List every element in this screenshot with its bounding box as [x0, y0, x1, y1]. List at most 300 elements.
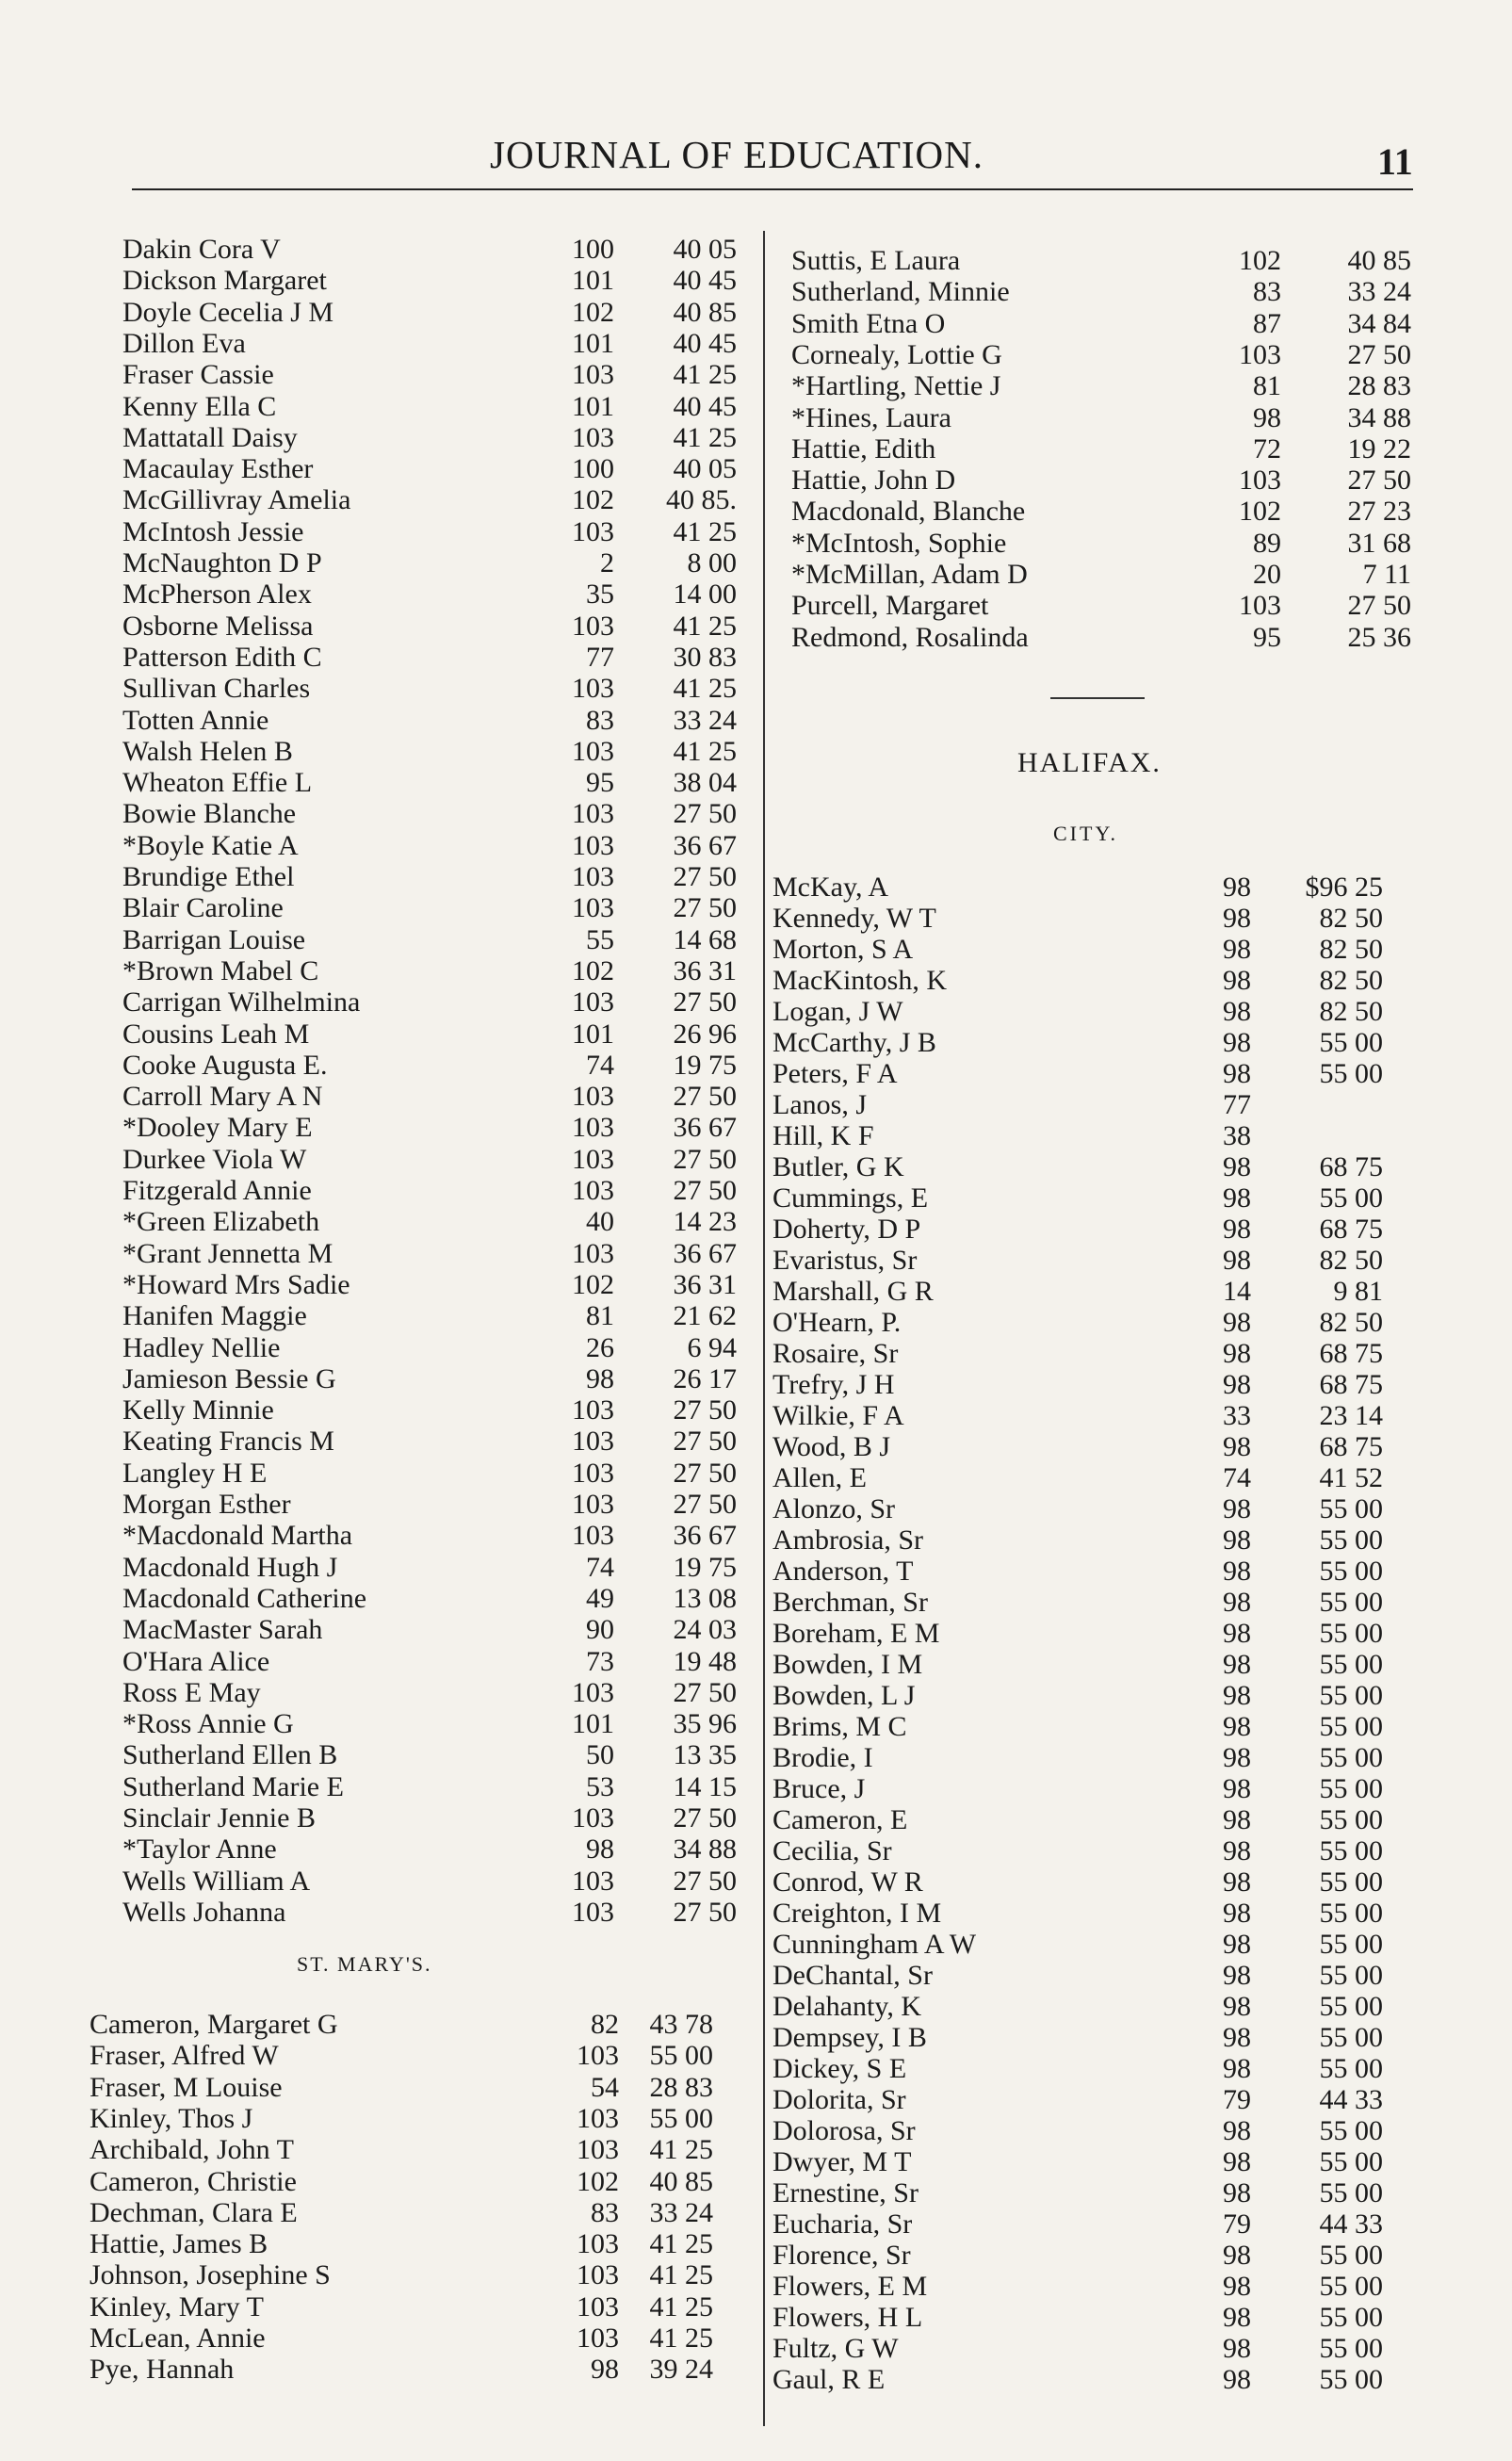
entry-name: Langley H E: [122, 1457, 268, 1489]
entry-name: Fitzgerald Annie: [122, 1175, 312, 1206]
list-row: [89, 2009, 716, 2041]
list-row: [122, 1614, 744, 1646]
entry-amount: 68 75: [1319, 1151, 1383, 1182]
entry-count: 103: [577, 2290, 619, 2322]
entry-name: Patterson Edith C: [122, 641, 322, 673]
entry-amount: 27 50: [673, 986, 737, 1019]
entry-amount: 55 00: [1319, 1960, 1383, 1991]
entry-amount: 44 33: [1319, 2208, 1383, 2240]
list-row: [89, 2103, 716, 2135]
entry-name: Dolorosa, Sr: [772, 2115, 916, 2146]
list-row: [791, 339, 1413, 371]
entry-count: 103: [1239, 338, 1281, 370]
entry-amount: 27 23: [1347, 496, 1411, 528]
list-row: [772, 1120, 1404, 1152]
entry-count: 98: [1223, 1680, 1251, 1711]
list-row: [772, 1400, 1404, 1432]
entry-amount: 68 75: [1319, 1214, 1383, 1245]
list-row: [89, 2259, 716, 2291]
entry-amount: 26 17: [673, 1362, 737, 1394]
entry-name: Evaristus, Sr: [772, 1245, 918, 1276]
entry-count: 81: [586, 1300, 614, 1332]
list-row: [122, 422, 744, 454]
entry-count: 98: [1223, 1524, 1251, 1556]
entry-amount: 55 00: [1319, 2364, 1383, 2395]
list-row: [122, 1112, 744, 1144]
list-row: [122, 736, 744, 768]
entry-name: Hanifen Maggie: [122, 1300, 307, 1332]
entry-count: 103: [1239, 464, 1281, 497]
entry-name: Alonzo, Sr: [772, 1493, 895, 1524]
st-marys-heading: ST. MARY'S.: [297, 1952, 432, 1976]
entry-count: 98: [1223, 1649, 1251, 1680]
list-row: [772, 2146, 1404, 2178]
list-row: [791, 433, 1413, 465]
entry-amount: 41 25: [673, 673, 737, 705]
entry-name: O'Hara Alice: [122, 1645, 270, 1677]
list-row: [772, 2115, 1404, 2147]
entry-amount: 8 00: [687, 547, 737, 579]
entry-amount: 55 00: [1319, 2302, 1383, 2333]
list-row: [122, 1363, 744, 1395]
entry-amount: 41 52: [1319, 1462, 1383, 1493]
entry-name: Kenny Ella C: [122, 390, 277, 422]
entry-count: 98: [1253, 401, 1281, 433]
entry-name: Sutherland Marie E: [122, 1770, 344, 1802]
list-row: [772, 1338, 1404, 1370]
entry-count: 103: [572, 359, 614, 391]
entry-amount: 41 25: [649, 2134, 713, 2166]
entry-amount: 31 68: [1347, 527, 1411, 559]
entry-amount: 41 25: [673, 359, 737, 391]
entry-amount: 14 00: [673, 579, 737, 611]
entry-count: 89: [1253, 527, 1281, 559]
entry-count: 103: [572, 1865, 614, 1897]
entry-amount: 41 25: [649, 2259, 713, 2291]
list-row: [122, 1739, 744, 1771]
list-row: [122, 611, 744, 643]
entry-count: 77: [1223, 1089, 1251, 1120]
list-row: [122, 1583, 744, 1615]
entry-count: 98: [1223, 2053, 1251, 2084]
entry-amount: 27 50: [673, 892, 737, 924]
entry-count: 102: [1239, 496, 1281, 528]
list-row: [772, 1369, 1404, 1401]
entry-count: 102: [1239, 245, 1281, 276]
entry-amount: 27 50: [673, 1802, 737, 1834]
list-row: [122, 1019, 744, 1051]
entry-count: 14: [1223, 1276, 1251, 1307]
entry-amount: 36 67: [673, 1237, 737, 1269]
list-row: [791, 464, 1413, 497]
entry-count: 98: [1223, 1307, 1251, 1338]
entry-amount: 14 68: [673, 923, 737, 955]
entry-name: Cecilia, Sr: [772, 1835, 892, 1866]
entry-count: 103: [572, 1081, 614, 1113]
entry-count: 102: [572, 954, 614, 986]
entry-amount: 34 88: [673, 1834, 737, 1866]
entry-name: McGillivray Amelia: [122, 484, 351, 516]
entry-name: *Boyle Katie A: [122, 829, 299, 861]
entry-count: 90: [586, 1614, 614, 1646]
list-row: [772, 1711, 1404, 1743]
entry-amount: 68 75: [1319, 1369, 1383, 1400]
entry-name: Kelly Minnie: [122, 1394, 274, 1426]
entry-count: 2: [600, 547, 614, 579]
entry-amount: 27 50: [673, 1489, 737, 1520]
list-row: [122, 359, 744, 391]
entry-name: Sutherland Ellen B: [122, 1739, 338, 1771]
list-row: [772, 1587, 1404, 1619]
entry-name: Marshall, G R: [772, 1276, 934, 1307]
list-row: [791, 622, 1413, 654]
list-row: [791, 402, 1413, 434]
entry-name: *Grant Jennetta M: [122, 1237, 333, 1269]
entry-amount: 13 35: [673, 1739, 737, 1771]
entry-amount: 82 50: [1319, 1245, 1383, 1276]
entry-amount: 55 00: [1319, 2053, 1383, 2084]
list-row: [791, 528, 1413, 560]
entry-amount: 9 81: [1333, 1276, 1383, 1307]
entry-name: DeChantal, Sr: [772, 1960, 933, 1991]
entry-amount: 35 96: [673, 1708, 737, 1740]
entry-count: 103: [572, 1237, 614, 1269]
list-row: [772, 1742, 1404, 1774]
entry-amount: 14 23: [673, 1206, 737, 1238]
list-row: [122, 328, 744, 360]
page-number: 11: [1377, 140, 1413, 183]
entry-name: Dakin Cora V: [122, 234, 281, 265]
list-row: [122, 955, 744, 987]
list-row: [772, 1182, 1404, 1214]
list-row: [122, 234, 744, 266]
entry-amount: 68 75: [1319, 1338, 1383, 1369]
entry-name: Boreham, E M: [772, 1618, 940, 1649]
entry-amount: 27 50: [673, 1426, 737, 1458]
list-row: [772, 2208, 1404, 2241]
entry-count: 101: [572, 1708, 614, 1740]
entry-name: Gaul, R E: [772, 2364, 886, 2395]
entry-count: 40: [586, 1206, 614, 1238]
entry-name: Hadley Nellie: [122, 1331, 281, 1363]
entry-amount: 55 00: [1319, 2115, 1383, 2146]
entry-count: 98: [1223, 1556, 1251, 1587]
list-row: [122, 1552, 744, 1584]
list-row: [122, 1520, 744, 1552]
list-row: [122, 1426, 744, 1458]
entry-name: Cousins Leah M: [122, 1018, 310, 1050]
entry-count: 35: [586, 579, 614, 611]
entry-amount: 41 25: [649, 2322, 713, 2354]
entry-amount: 38 04: [673, 767, 737, 799]
list-row: [122, 1332, 744, 1364]
entry-name: *Hines, Laura: [791, 401, 951, 433]
entry-amount: 40 05: [673, 453, 737, 485]
entry-count: 79: [1223, 2208, 1251, 2240]
list-row: [122, 1771, 744, 1803]
entry-name: Dwyer, M T: [772, 2146, 912, 2177]
entry-name: McPherson Alex: [122, 579, 312, 611]
entry-count: 98: [1223, 1991, 1251, 2022]
list-row: [122, 1897, 744, 1929]
entry-count: 103: [572, 1143, 614, 1175]
entry-name: Carrigan Wilhelmina: [122, 986, 361, 1019]
entry-name: McCarthy, J B: [772, 1027, 936, 1058]
entry-count: 103: [572, 610, 614, 642]
entry-amount: 40 45: [673, 390, 737, 422]
entry-name: Doyle Cecelia J M: [122, 296, 334, 328]
entry-count: 103: [572, 1112, 614, 1144]
entry-amount: 55 00: [1319, 1587, 1383, 1618]
entry-name: Smith Etna O: [791, 307, 946, 339]
entry-name: *Howard Mrs Sadie: [122, 1268, 350, 1300]
entry-amount: 41 25: [673, 610, 737, 642]
entry-amount: 27 50: [1347, 590, 1411, 622]
entry-count: 98: [1223, 2240, 1251, 2271]
list-row: [772, 1835, 1404, 1867]
list-row: [122, 1238, 744, 1270]
entry-count: 98: [586, 1834, 614, 1866]
entry-name: Ambrosia, Sr: [772, 1524, 923, 1556]
entry-amount: 55 00: [1319, 1742, 1383, 1773]
entry-name: Cameron, E: [772, 1804, 908, 1835]
list-row: [791, 245, 1413, 277]
entry-amount: 55 00: [1319, 2271, 1383, 2302]
list-row: [772, 2022, 1404, 2054]
entry-amount: 19 48: [673, 1645, 737, 1677]
entry-name: *McIntosh, Sophie: [791, 527, 1007, 559]
entry-amount: 41 25: [673, 515, 737, 547]
entry-amount: 55 00: [1319, 1027, 1383, 1058]
entry-name: Osborne Melissa: [122, 610, 314, 642]
entry-amount: 19 75: [673, 1049, 737, 1081]
entry-name: Sutherland, Minnie: [791, 276, 1010, 308]
entry-amount: 36 67: [673, 829, 737, 861]
list-row: [122, 1489, 744, 1521]
entry-count: 55: [586, 923, 614, 955]
entry-name: Flowers, E M: [772, 2271, 928, 2302]
list-row: [122, 1646, 744, 1678]
list-row: [122, 1834, 744, 1866]
entry-amount: 82 50: [1319, 965, 1383, 996]
list-row: [122, 1206, 744, 1238]
list-row: [122, 705, 744, 737]
list-row: [791, 276, 1413, 308]
entry-amount: 27 50: [1347, 464, 1411, 497]
entry-count: 103: [572, 1175, 614, 1206]
entry-count: 98: [1223, 872, 1251, 903]
entry-count: 98: [1223, 1431, 1251, 1462]
entry-amount: 13 08: [673, 1582, 737, 1614]
entry-name: Durkee Viola W: [122, 1143, 307, 1175]
entry-name: Macaulay Esther: [122, 453, 314, 485]
entry-amount: 40 85: [673, 296, 737, 328]
entry-count: 98: [1223, 1773, 1251, 1804]
entry-count: 98: [1223, 2115, 1251, 2146]
entry-count: 77: [586, 641, 614, 673]
entry-name: Archibald, John T: [89, 2134, 294, 2166]
entry-name: *Taylor Anne: [122, 1834, 277, 1866]
list-row: [122, 1866, 744, 1898]
entry-count: 103: [1239, 590, 1281, 622]
entry-count: 53: [586, 1770, 614, 1802]
list-row: [772, 1929, 1404, 1961]
list-row: [122, 830, 744, 862]
list-row: [122, 265, 744, 297]
entry-name: Ross E May: [122, 1676, 261, 1708]
entry-count: 73: [586, 1645, 614, 1677]
entry-amount: 55 00: [1319, 1649, 1383, 1680]
entry-amount: 40 85.: [666, 484, 737, 516]
column-divider: [763, 231, 765, 2426]
entry-name: Dolorita, Sr: [772, 2084, 906, 2115]
halifax-heading: HALIFAX.: [1017, 747, 1162, 778]
entry-name: Anderson, T: [772, 1556, 914, 1587]
entry-name: Jamieson Bessie G: [122, 1362, 336, 1394]
list-row: [772, 1618, 1404, 1650]
entry-count: 98: [1223, 934, 1251, 965]
entry-name: Brodie, I: [772, 1742, 873, 1773]
entry-count: 98: [1223, 1151, 1251, 1182]
entry-name: Macdonald Hugh J: [122, 1551, 338, 1583]
list-row: [122, 453, 744, 485]
entry-name: Dillon Eva: [122, 327, 246, 359]
entry-amount: 7 11: [1362, 559, 1411, 590]
entry-name: Logan, J W: [772, 996, 903, 1027]
entry-count: 98: [1223, 1804, 1251, 1835]
entry-amount: 39 24: [649, 2354, 713, 2386]
entry-name: Wheaton Effie L: [122, 767, 313, 799]
list-row: [772, 1524, 1404, 1556]
entry-amount: 19 22: [1347, 432, 1411, 464]
list-row: [772, 965, 1404, 997]
entry-name: Kennedy, W T: [772, 903, 936, 934]
entry-amount: 6 94: [687, 1331, 737, 1363]
entry-count: 82: [591, 2009, 619, 2040]
entry-count: 101: [572, 327, 614, 359]
entry-name: Purcell, Margaret: [791, 590, 989, 622]
entry-amount: 27 50: [673, 1457, 737, 1489]
entry-name: Rosaire, Sr: [772, 1338, 899, 1369]
entry-name: Hill, K F: [772, 1120, 874, 1151]
list-row: [772, 872, 1404, 904]
entry-name: Cooke Augusta E.: [122, 1049, 328, 1081]
entry-amount: 82 50: [1319, 903, 1383, 934]
entry-name: Wilkie, F A: [772, 1400, 904, 1431]
entry-name: Redmond, Rosalinda: [791, 621, 1029, 653]
entry-count: 100: [572, 234, 614, 265]
list-row: [772, 1431, 1404, 1463]
entry-amount: 40 05: [673, 234, 737, 265]
entry-count: 98: [1223, 965, 1251, 996]
entry-count: 103: [577, 2322, 619, 2354]
list-row: [122, 547, 744, 579]
entry-amount: 27 50: [673, 1143, 737, 1175]
entry-amount: 27 50: [673, 1865, 737, 1897]
list-row: [791, 370, 1413, 402]
entry-name: Dechman, Clara E: [89, 2196, 298, 2228]
entry-count: 98: [1223, 2022, 1251, 2053]
entry-amount: 23 14: [1319, 1400, 1383, 1431]
entry-name: Conrod, W R: [772, 1866, 923, 1898]
entry-count: 98: [1223, 1214, 1251, 1245]
list-row: [122, 1802, 744, 1834]
entry-amount: 55 00: [1319, 2240, 1383, 2271]
entry-name: Fraser, Alfred W: [89, 2040, 279, 2072]
entry-count: 103: [572, 1489, 614, 1520]
entry-name: Macdonald, Blanche: [791, 496, 1026, 528]
list-row: [772, 2271, 1404, 2303]
entry-name: Creighton, I M: [772, 1898, 942, 1929]
entry-count: 103: [572, 1426, 614, 1458]
list-row: [122, 579, 744, 611]
entry-amount: 55 00: [1319, 1773, 1383, 1804]
entry-amount: 55 00: [1319, 2177, 1383, 2208]
entry-amount: 34 84: [1347, 307, 1411, 339]
entry-name: Wells William A: [122, 1865, 311, 1897]
entry-name: Eucharia, Sr: [772, 2208, 913, 2240]
entry-name: Dempsey, I B: [772, 2022, 927, 2053]
entry-name: Cunningham A W: [772, 1929, 977, 1960]
entry-amount: 21 62: [673, 1300, 737, 1332]
entry-amount: 55 00: [1319, 1929, 1383, 1960]
entry-amount: 24 03: [673, 1614, 737, 1646]
list-row: [772, 1773, 1404, 1805]
entry-count: 98: [1223, 1587, 1251, 1618]
entry-name: Dickey, S E: [772, 2053, 907, 2084]
entry-amount: 55 00: [1319, 1493, 1383, 1524]
entry-amount: 41 25: [649, 2228, 713, 2260]
entry-count: 103: [577, 2259, 619, 2291]
list-row: [122, 642, 744, 674]
entry-name: Cummings, E: [772, 1182, 929, 1214]
list-row: [89, 2166, 716, 2198]
list-row: [772, 996, 1404, 1028]
entry-count: 103: [572, 861, 614, 892]
list-row: [772, 1991, 1404, 2023]
entry-count: 103: [577, 2102, 619, 2134]
entry-count: 103: [577, 2134, 619, 2166]
entry-count: 103: [572, 829, 614, 861]
list-row: [122, 798, 744, 830]
entry-count: 103: [572, 798, 614, 830]
entry-amount: 55 00: [1319, 1556, 1383, 1587]
entry-amount: 55 00: [1319, 1058, 1383, 1089]
entry-count: 98: [1223, 2271, 1251, 2302]
entry-amount: 55 00: [1319, 1804, 1383, 1835]
entry-name: Brundige Ethel: [122, 861, 295, 892]
entry-amount: 40 85: [1347, 245, 1411, 276]
entry-amount: 55 00: [1319, 2333, 1383, 2364]
entry-amount: 27 50: [1347, 338, 1411, 370]
entry-name: MacMaster Sarah: [122, 1614, 323, 1646]
entry-count: 98: [1223, 2333, 1251, 2364]
list-row: [89, 2322, 716, 2355]
entry-name: Berchman, Sr: [772, 1587, 928, 1618]
entry-name: Blair Caroline: [122, 892, 284, 924]
city-subheading: CITY.: [1053, 822, 1118, 845]
entry-amount: 55 00: [649, 2102, 713, 2134]
list-row: [772, 1680, 1404, 1712]
entry-amount: 55 00: [1319, 1182, 1383, 1214]
list-row: [89, 2197, 716, 2229]
entry-amount: 27 50: [673, 1081, 737, 1113]
entry-count: 98: [1223, 2364, 1251, 2395]
entry-count: 98: [1223, 1742, 1251, 1773]
entry-count: 98: [1223, 2177, 1251, 2208]
entry-count: 102: [572, 484, 614, 516]
entry-count: 102: [572, 296, 614, 328]
